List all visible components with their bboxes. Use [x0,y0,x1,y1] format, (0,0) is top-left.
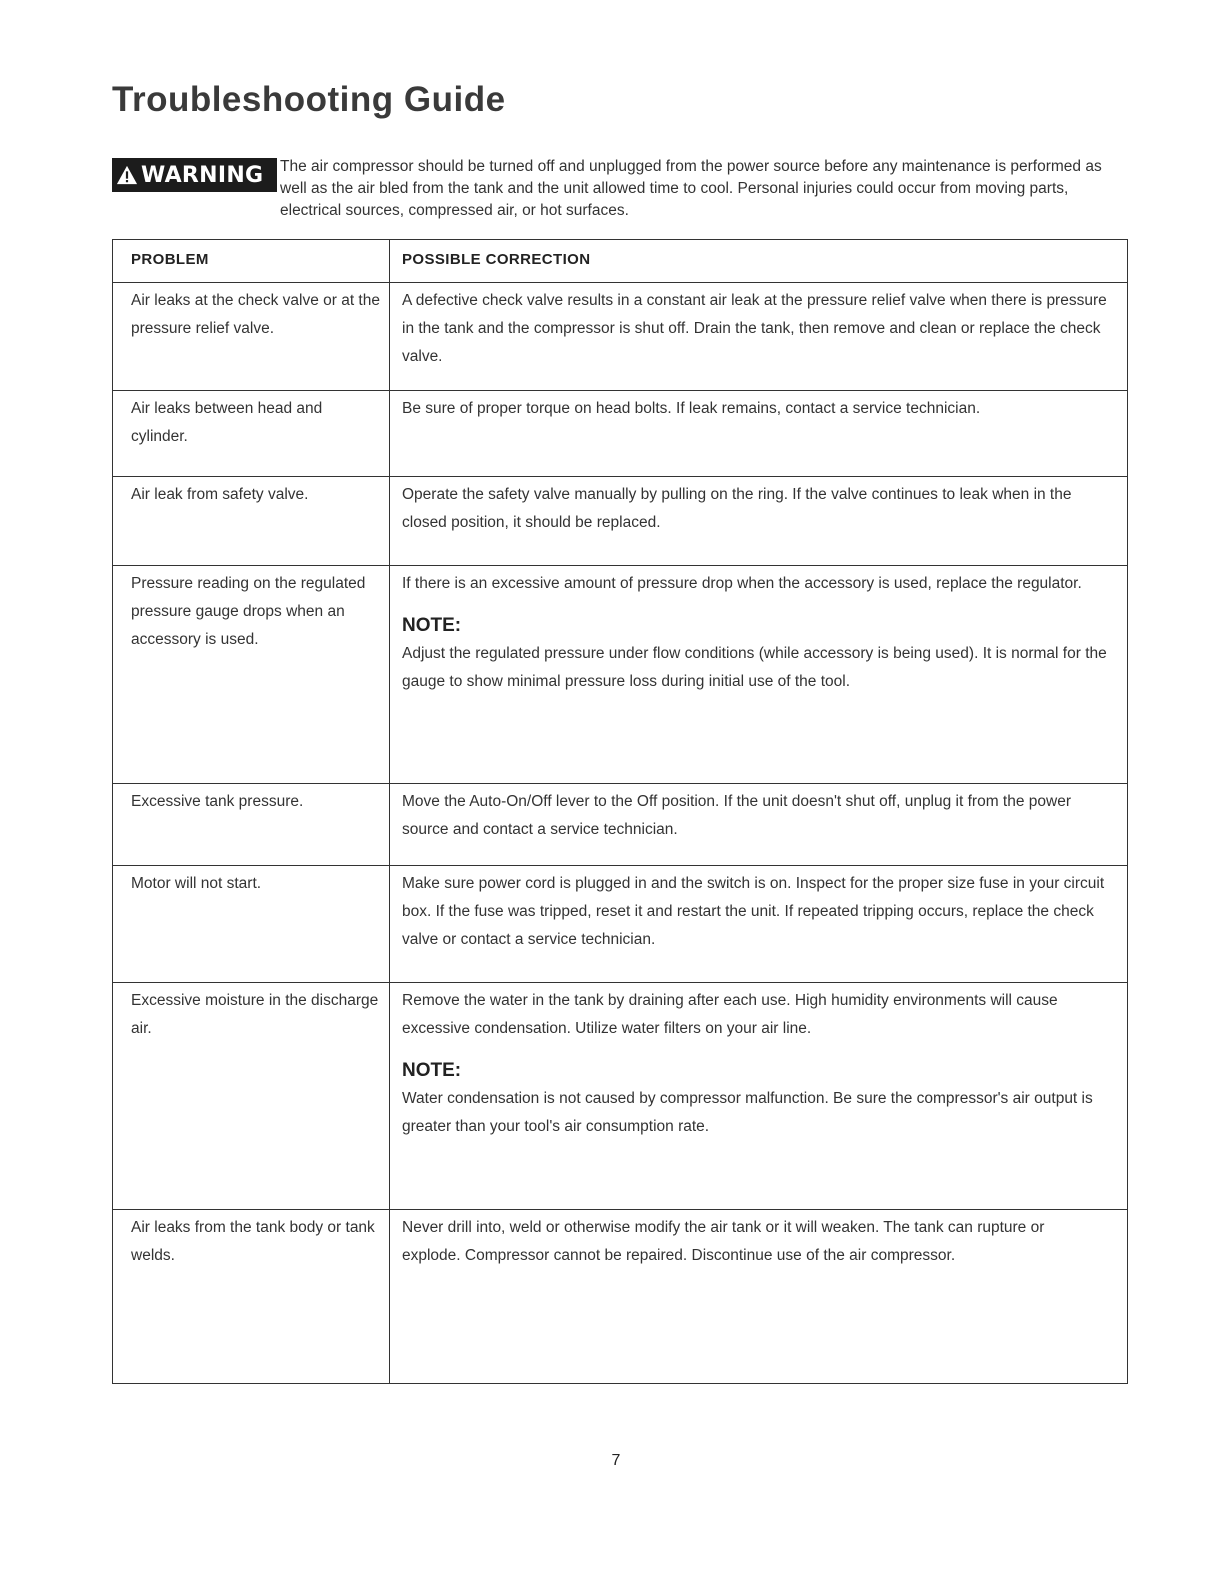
problem-cell: Air leaks at the check valve or at the pressure relief valve. [113,283,390,391]
correction-cell: Operate the safety valve manually by pulling on the ring. If the valve continues to leak when in the closed position, it should be replaced. [390,477,1128,566]
table-row [113,566,1128,784]
header-problem: PROBLEM [113,240,390,283]
problem-cell: Excessive moisture in the discharge air. [113,983,390,1210]
problem-cell: Air leaks between head and cylinder. [113,391,390,477]
note-text: Adjust the regulated pressure under flow conditions (while accessory is being used). It is normal for the gauge to show minimal pressure loss during initial use of the tool. [402,645,1107,690]
page-number: 7 [611,1452,621,1469]
note-heading: NOTE: [402,1060,462,1081]
correction-cell [390,983,1128,1210]
page-title: Troubleshooting Guide [112,80,506,119]
note-heading: NOTE: [402,615,462,636]
table-row [113,477,1128,566]
correction-text: If there is an excessive amount of pressure drop when the accessory is used, replace the regulator. [402,575,1082,592]
table-row [113,784,1128,866]
warning-triangle-icon [116,164,138,186]
correction-cell: Make sure power cord is plugged in and the switch is on. Inspect for the proper size fuse in your circuit box. If the fuse was tripped, reset it and restart the unit. If repeated tripping occurs, replace the check valve or contact a service technician. [390,866,1128,983]
table-row [113,283,1128,391]
table-row [113,1210,1128,1384]
warning-badge-label: WARNING [141,162,264,188]
troubleshooting-table [112,239,1128,1384]
problem-cell: Motor will not start. [113,866,390,983]
table-header-row [113,240,1128,283]
table-row [113,391,1128,477]
correction-cell: Move the Auto-On/Off lever to the Off position. If the unit doesn't shut off, unplug it from the power source and contact a service technician. [390,784,1128,866]
problem-cell: Pressure reading on the regulated pressure gauge drops when an accessory is used. [113,566,390,784]
note-text: Water condensation is not caused by compressor malfunction. Be sure the compressor's air output is greater than your tool's air consumption rate. [402,1090,1093,1135]
problem-cell: Excessive tank pressure. [113,784,390,866]
header-possible-correction: POSSIBLE CORRECTION [390,240,1128,283]
correction-cell: Be sure of proper torque on head bolts. If leak remains, contact a service technician. [390,391,1128,477]
warning-text: The air compressor should be turned off and unplugged from the power source before any maintenance is performed as well as the air bled from the tank and the unit allowed time to cool. Personal injuries could occur from moving parts, electrical sources, compressed air, or hot surfaces. [280,158,1102,219]
problem-cell: Air leak from safety valve. [113,477,390,566]
table-row [113,983,1128,1210]
correction-text: Remove the water in the tank by draining after each use. High humidity environments will cause excessive condensation. Utilize water filters on your air line. [402,992,1058,1037]
correction-cell [390,566,1128,784]
correction-cell: Never drill into, weld or otherwise modify the air tank or it will weaken. The tank can rupture or explode. Compressor cannot be repaired. Discontinue use of the air compressor. [390,1210,1128,1384]
warning-badge [112,158,277,192]
problem-cell: Air leaks from the tank body or tank welds. [113,1210,390,1384]
correction-cell: A defective check valve results in a constant air leak at the pressure relief valve when there is pressure in the tank and the compressor is shut off. Drain the tank, then remove and clean or replace the check valve. [390,283,1128,391]
table-row [113,866,1128,983]
